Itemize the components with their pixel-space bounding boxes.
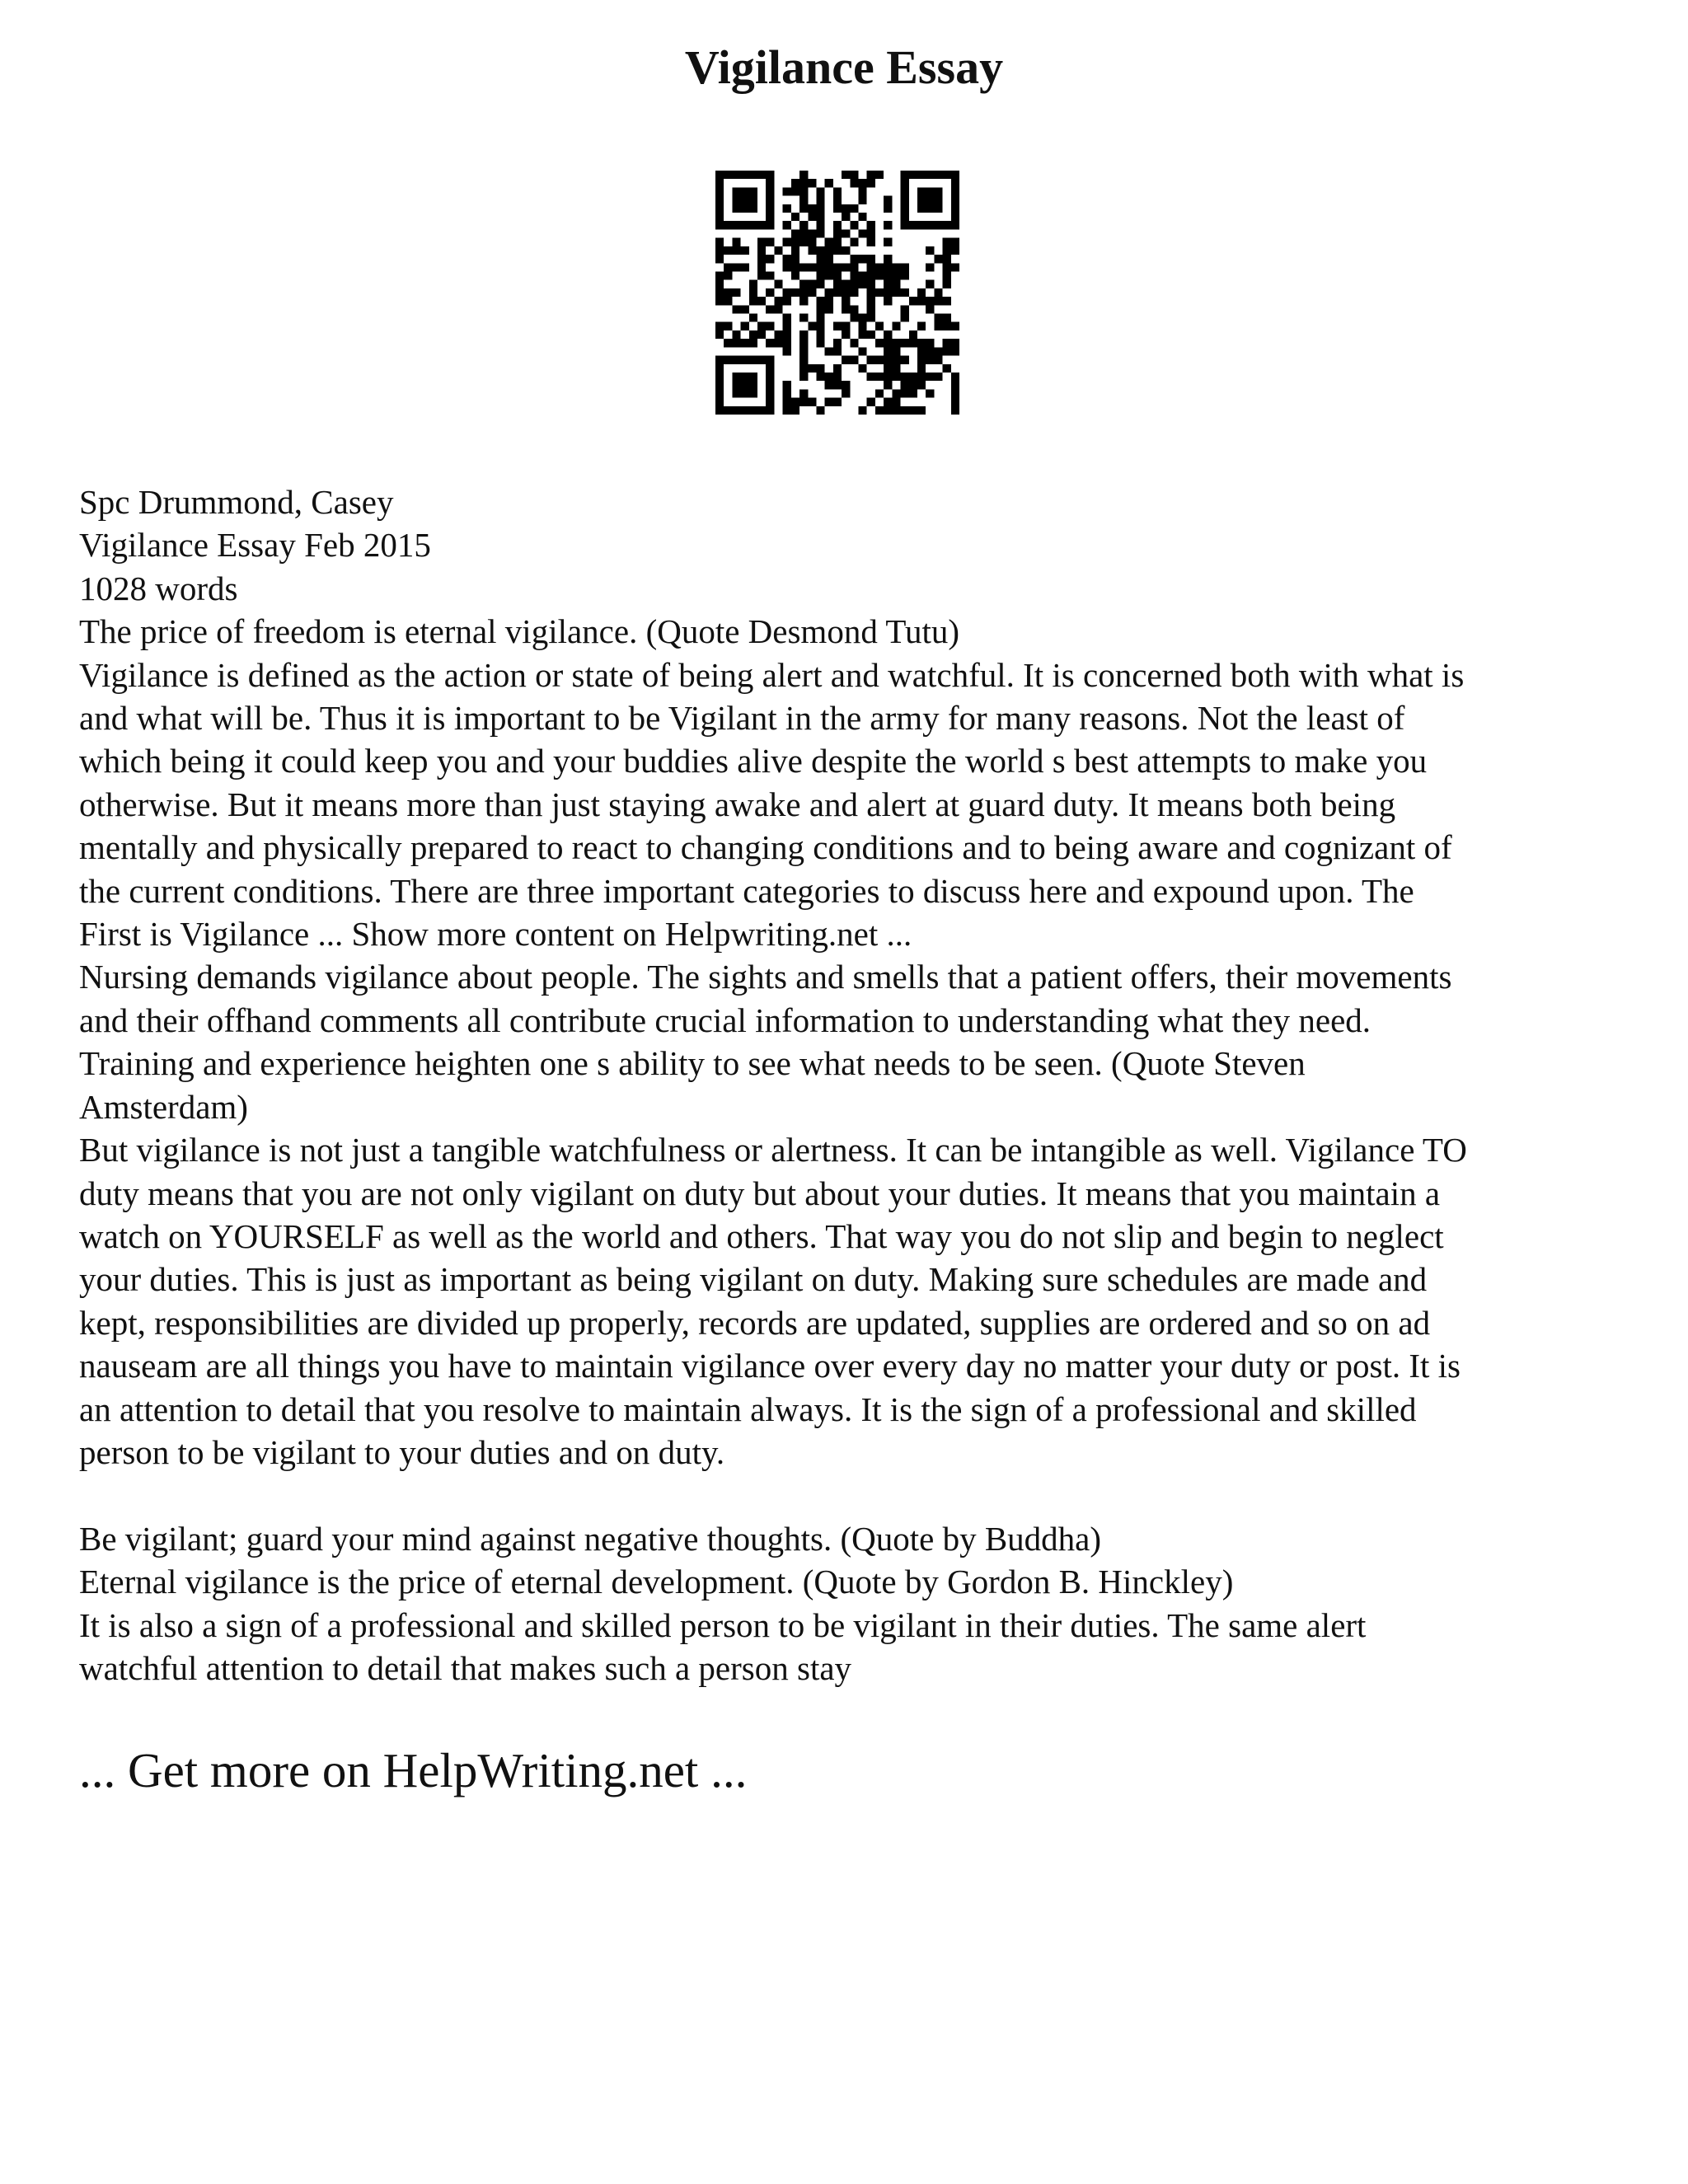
text-line: The price of freedom is eternal vigilance. (Quote Desmond Tutu)	[79, 612, 959, 651]
document-title: Vigilance Essay	[684, 40, 1004, 94]
text-line: Vigilance is defined as the action or state of being alert and watchful. It is concerned both with what is	[79, 655, 1465, 694]
text-line: an attention to detail that you resolve to maintain always. It is the sign of a professional and skilled	[79, 1390, 1417, 1428]
text-line: the current conditions. There are three important categories to discuss here and expound upon. The	[79, 871, 1414, 910]
text-line: Be vigilant; guard your mind against negative thoughts. (Quote by Buddha)	[79, 1519, 1102, 1558]
text-line: duty means that you are not only vigilant on duty but about your duties. It means that you maintain a	[79, 1174, 1441, 1212]
text-line: which being it could keep you and your buddies alive despite the world s best attempts to make you	[79, 742, 1428, 780]
text-line: nauseam are all things you have to maintain vigilance over every day no matter your duty or post. It is	[79, 1347, 1461, 1385]
text-line: It is also a sign of a professional and skilled person to be vigilant in their duties. The same alert	[79, 1605, 1367, 1644]
word-count-line: 1028 words	[79, 569, 238, 607]
qr-code[interactable]	[715, 171, 959, 415]
text-line: watchful attention to detail that makes such a person stay	[79, 1648, 852, 1687]
essay-date-line: Vigilance Essay Feb 2015	[79, 526, 431, 565]
text-line: Amsterdam)	[79, 1087, 248, 1126]
paragraph-3	[79, 1128, 1645, 1474]
essay-body	[79, 480, 1645, 1690]
text-line: But vigilance is not just a tangible watchfulness or alertness. It can be intangible as well. Vigilance TO	[79, 1131, 1467, 1169]
text-line: person to be vigilant to your duties and on duty.	[79, 1432, 725, 1471]
qr-code-graphic	[715, 171, 959, 415]
paragraph-spacer	[79, 1474, 1645, 1516]
text-line: your duties. This is just as important as being vigilant on duty. Making sure schedules are made and	[79, 1260, 1428, 1299]
get-more-link[interactable]: ... Get more on HelpWriting.net ...	[79, 1743, 748, 1797]
text-line: and their offhand comments all contribute crucial information to understanding what they need.	[79, 1001, 1372, 1039]
text-line: Training and experience heighten one s ability to see what needs to be seen. (Quote Steven	[79, 1044, 1306, 1083]
header-block	[79, 480, 1645, 610]
text-line: and what will be. Thus it is important to be Vigilant in the army for many reasons. Not the least of	[79, 699, 1405, 738]
text-line: mentally and physically prepared to react to changing conditions and to being aware and cognizant of	[79, 828, 1452, 867]
paragraph-1	[79, 610, 1645, 955]
paragraph-4	[79, 1517, 1645, 1690]
text-line: Nursing demands vigilance about people. The sights and smells that a patient offers, their movements	[79, 958, 1452, 996]
text-line: First is Vigilance ... Show more content on Helpwriting.net ...	[79, 915, 912, 954]
text-line: kept, responsibilities are divided up properly, records are updated, supplies are ordered and so on ad	[79, 1303, 1431, 1342]
text-line: Eternal vigilance is the price of eternal development. (Quote by Gordon B. Hinckley)	[79, 1563, 1234, 1601]
paragraph-2	[79, 955, 1645, 1128]
text-line: watch on YOURSELF as well as the world and others. That way you do not slip and begin to neglect	[79, 1216, 1444, 1255]
text-line: otherwise. But it means more than just staying awake and alert at guard duty. It means both being	[79, 785, 1396, 823]
author-line: Spc Drummond, Casey	[79, 483, 394, 521]
